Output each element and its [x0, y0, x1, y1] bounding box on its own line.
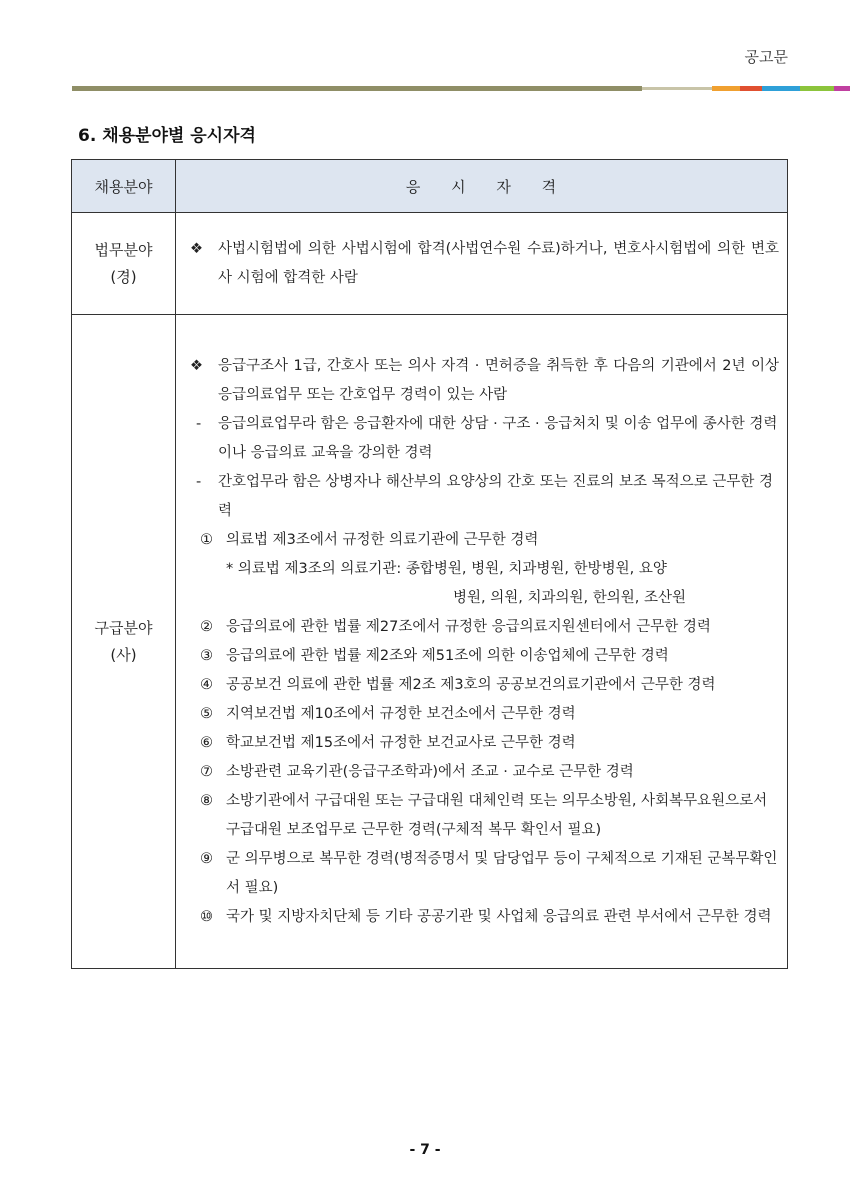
list-item — [200, 671, 779, 700]
item-text: 지역보건법 제10조에서 규정한 보건소에서 근무한 경력 — [226, 705, 576, 722]
list-item — [200, 526, 779, 555]
item-text: 응급의료에 관한 법률 제2조와 제51조에 의한 이송업체에 근무한 경력 — [226, 647, 669, 664]
item-text: 간호업무라 함은 상병자나 해산부의 요양상의 간호 또는 진료의 보조 목적으로 근무한 경력 — [218, 473, 773, 519]
header-rule-fade — [642, 87, 712, 90]
number-marker: ⑨ — [200, 850, 213, 867]
list-item — [196, 468, 779, 526]
field-cell-legal — [72, 213, 176, 315]
item-text: 소방관련 교육기관(응급구조학과)에서 조교 · 교수로 근무한 경력 — [226, 763, 634, 780]
list-item — [200, 613, 779, 642]
list-item — [200, 700, 779, 729]
item-text: 응급구조사 1급, 간호사 또는 의사 자격 · 면허증을 취득한 후 다음의 기관에서 2년 이상 응급의료업무 또는 간호업무 경력이 있는 사람 — [218, 357, 779, 403]
field-cell-emergency — [72, 315, 176, 969]
number-marker: ⑧ — [200, 792, 213, 809]
page-number: - 7 - — [409, 1142, 441, 1158]
header-rule-accent-purple — [834, 86, 850, 91]
item-text: 학교보건법 제15조에서 규정한 보건교사로 근무한 경력 — [226, 734, 576, 751]
item-text: 사법시험법에 의한 사법시험에 합격(사법연수원 수료)하거나, 변호사시험법에 의한 변호사 시험에 합격한 사람 — [218, 240, 779, 286]
section-title: 6. 채용분야별 응시자격 — [78, 126, 256, 146]
header-qualification: 응 시 자 격 — [176, 160, 788, 213]
header-rule-accent-orange — [712, 86, 740, 91]
dash-marker: - — [196, 473, 202, 490]
document-type-label: 공고문 — [744, 48, 788, 66]
header-rule-accent-green — [800, 86, 834, 91]
list-item — [200, 729, 779, 758]
note-line: * 의료법 제3조의 의료기관: 종합병원, 병원, 치과병원, 한방병원, 요양 — [226, 560, 667, 577]
field-name: 구급분야 — [94, 618, 153, 637]
item-text: 국가 및 지방자치단체 등 기타 공공기관 및 사업체 응급의료 관련 부서에서 근무한 경력 — [226, 908, 772, 925]
row-legal — [72, 213, 788, 315]
qualification-cell-legal — [176, 213, 788, 315]
header-rule-main — [72, 86, 642, 91]
header-rule-accent-blue — [762, 86, 800, 91]
note-line-continued: 병원, 의원, 치과의원, 한의원, 조산원 — [453, 589, 686, 606]
list-item — [188, 235, 779, 293]
number-marker: ⑥ — [200, 734, 213, 751]
diamond-bullet-icon: ❖ — [190, 357, 203, 374]
diamond-bullet-icon: ❖ — [190, 240, 203, 257]
number-marker: ③ — [200, 647, 213, 664]
item-text: 응급의료업무라 함은 응급환자에 대한 상담 · 구조 · 응급처치 및 이송 업무에 종사한 경력이나 응급의료 교육을 강의한 경력 — [218, 415, 778, 461]
item-text: 공공보건 의료에 관한 법률 제2조 제3호의 공공보건의료기관에서 근무한 경력 — [226, 676, 716, 693]
qualification-cell-emergency — [176, 315, 788, 969]
item-text: 응급의료에 관한 법률 제27조에서 규정한 응급의료지원센터에서 근무한 경력 — [226, 618, 711, 635]
field-name: 법무분야 — [94, 240, 153, 259]
list-item — [196, 410, 779, 468]
number-marker: ② — [200, 618, 213, 635]
header-rule-accent-red — [740, 86, 762, 91]
row-emergency — [72, 315, 788, 969]
number-marker: ⑩ — [200, 908, 213, 925]
field-grade: (사) — [110, 645, 137, 664]
dash-marker: - — [196, 415, 202, 432]
number-marker: ④ — [200, 676, 213, 693]
list-item — [200, 787, 779, 845]
list-item — [188, 352, 779, 410]
list-item — [200, 642, 779, 671]
list-item — [200, 845, 779, 903]
item-text: 군 의무병으로 복무한 경력(병적증명서 및 담당업무 등이 구체적으로 기재된 군복무확인서 필요) — [226, 850, 778, 896]
header-field: 채용분야 — [72, 160, 176, 213]
list-item — [200, 758, 779, 787]
list-item — [200, 903, 779, 932]
item-text: 소방기관에서 구급대원 또는 구급대원 대체인력 또는 의무소방원, 사회복무요원으로서 구급대원 보조업무로 근무한 경력(구체적 복무 확인서 필요) — [226, 792, 768, 838]
number-marker: ① — [200, 531, 213, 548]
number-marker: ⑦ — [200, 763, 213, 780]
qualification-table — [71, 159, 788, 969]
header-rule — [72, 86, 789, 91]
table-header-row — [72, 160, 788, 213]
number-marker: ⑤ — [200, 705, 213, 722]
item-text: 의료법 제3조에서 규정한 의료기관에 근무한 경력 — [226, 531, 539, 548]
field-grade: (경) — [110, 267, 137, 286]
